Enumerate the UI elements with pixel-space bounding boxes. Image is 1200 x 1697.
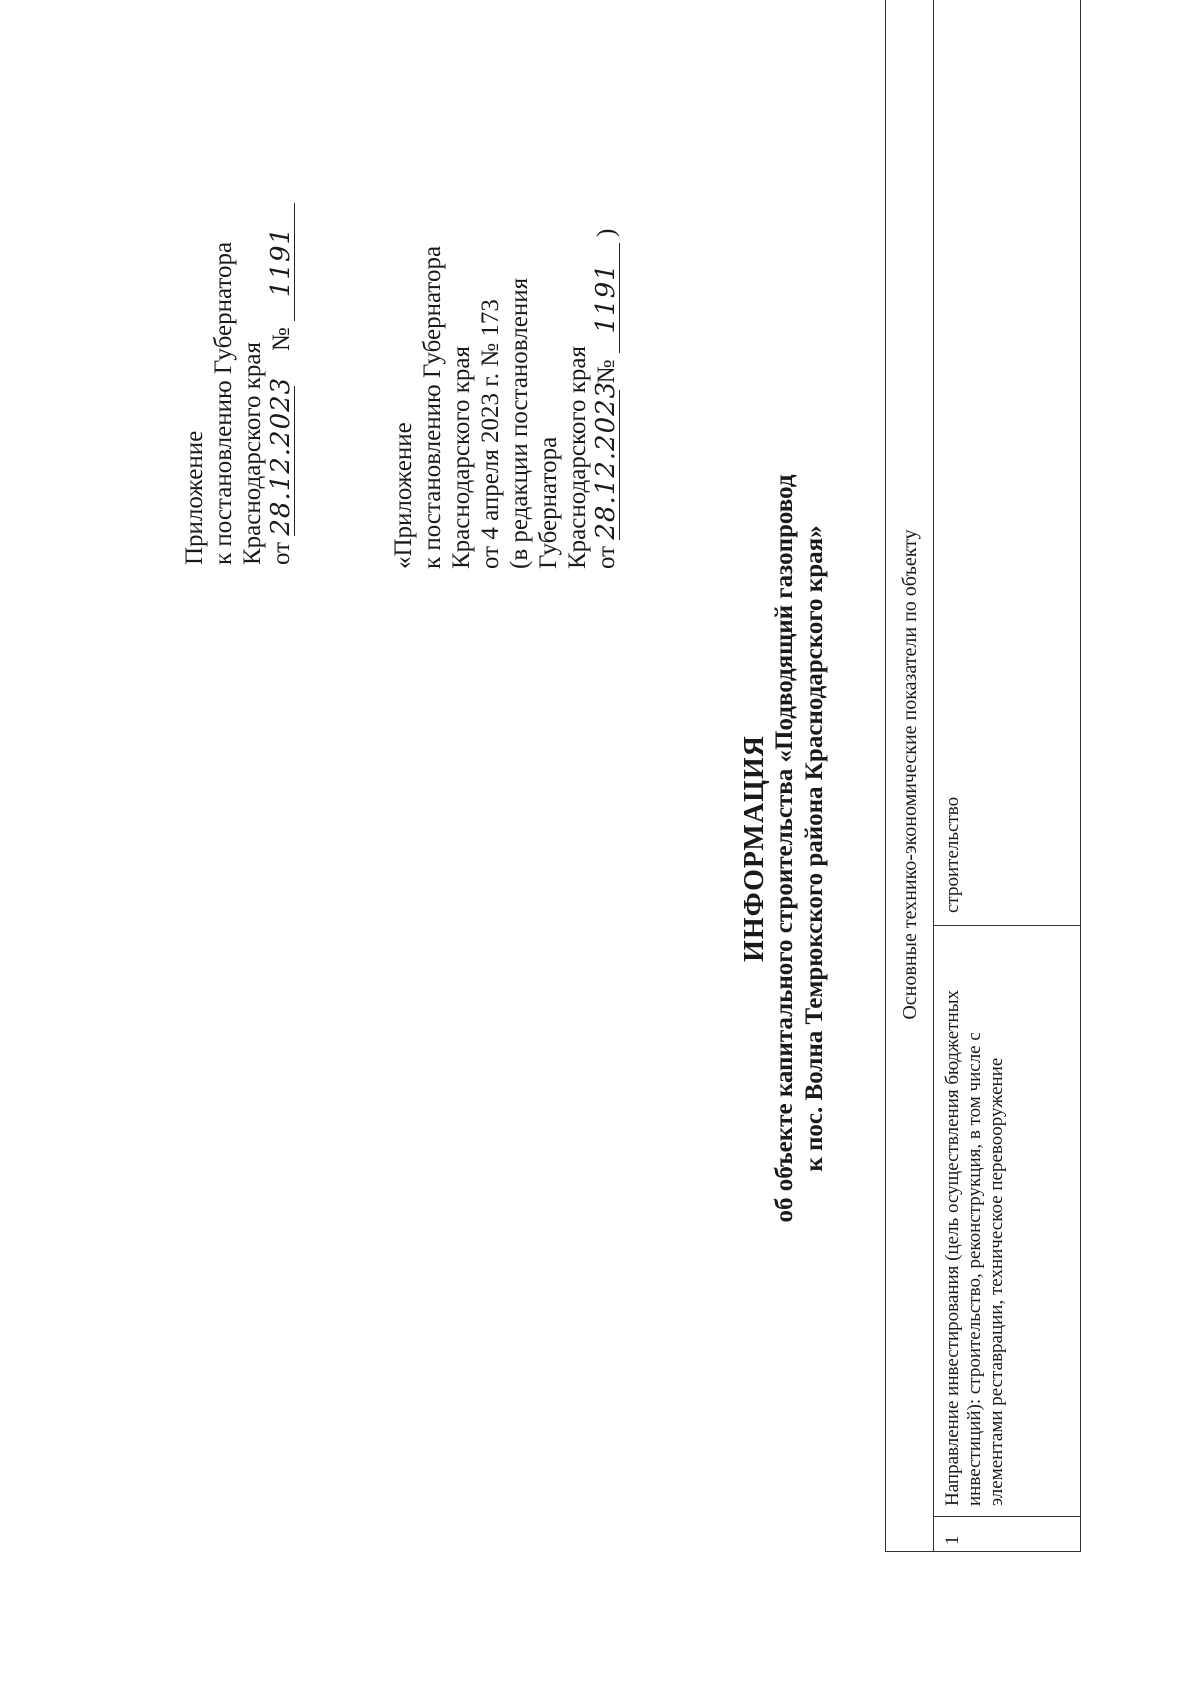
from-label: от <box>593 545 620 569</box>
header-line: от 4 апреля 2023 г. № 173 <box>477 299 504 569</box>
from-label: от <box>268 541 295 565</box>
header-line: к постановлению Губернатора <box>419 245 446 569</box>
header-line: Краснодарского края <box>448 346 475 569</box>
table-row <box>934 0 1081 1552</box>
previous-appendix-header <box>389 229 621 569</box>
handwritten-number: 1191 <box>593 243 620 353</box>
row-value: строительство <box>934 0 1081 926</box>
document-title <box>740 0 830 1697</box>
title-line: об объекте капитального строительства «Подводящий газопровод <box>771 474 798 1223</box>
handwritten-date: 28.12.2023 <box>591 380 621 540</box>
header-line: Краснодарского края <box>239 342 266 565</box>
handwritten-number: 1191 <box>268 203 295 321</box>
row-number: 1 <box>934 1517 1081 1552</box>
info-table <box>885 0 1081 1552</box>
header-line: Краснодарского края <box>564 346 591 569</box>
header-line: Приложение <box>181 430 208 565</box>
closing-paren: ) <box>593 228 620 238</box>
header-line: (в редакции постановления <box>506 277 533 569</box>
header-line: к постановлению Губернатора <box>210 241 237 565</box>
number-sign: № <box>593 359 620 384</box>
number-sign: № <box>268 327 295 352</box>
title-line: к пос. Волна Темрюкского района Краснодарского края» <box>801 525 828 1172</box>
header-line: Губернатора <box>535 436 562 569</box>
appendix-header <box>180 203 296 565</box>
row-name: Направление инвестирования (цель осуществления бюджетных инвестиций): строительство, реконструкция, в том числе с элементами реставрации, техническое перевооружение <box>934 926 1081 1517</box>
handwritten-date: 28.12.2023 <box>266 376 296 536</box>
header-date-line <box>267 203 296 565</box>
header-line: «Приложение <box>390 422 417 569</box>
title-main: ИНФОРМАЦИЯ <box>739 735 770 962</box>
section-header: Основные технико-экономические показатели по объекту <box>886 0 934 1552</box>
header-date-line <box>592 229 621 569</box>
table-header-row <box>886 0 934 1552</box>
